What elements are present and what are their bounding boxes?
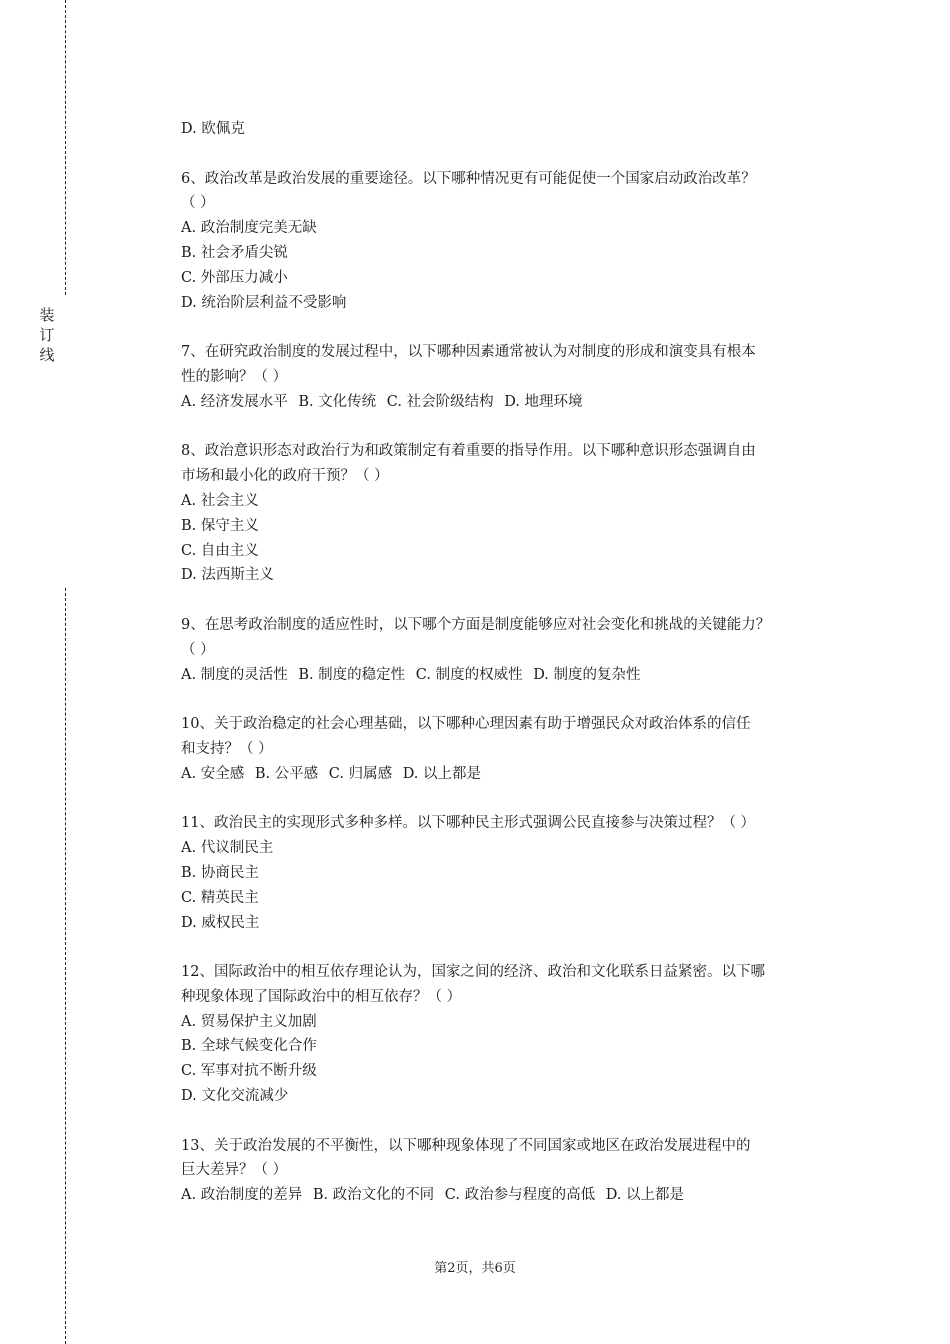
question-text-cont: 市场和最小化的政府干预？（ ） <box>181 468 389 485</box>
question-text: 12、国际政治中的相互依存理论认为，国家之间的经济、政治和文化联系日益紧密。以下哪 <box>181 964 765 981</box>
question-7 <box>181 340 851 414</box>
question-text-cont: 性的影响？（ ） <box>181 368 288 385</box>
question-text-cont: 和支持？（ ） <box>181 740 273 757</box>
exam-content <box>181 117 851 1233</box>
option-d: D. 制度的复杂性 <box>533 666 641 683</box>
option: D. 欧佩克 <box>181 121 245 137</box>
option-a: A. 经济发展水平 <box>181 393 288 410</box>
option-c: C. 归属感 <box>328 765 393 782</box>
question-6 <box>181 167 851 316</box>
question-text: 8、政治意识形态对政治行为和政策制定有着重要的指导作用。以下哪种意识形态强调自由 <box>181 443 756 460</box>
question-13 <box>181 1134 851 1208</box>
option-a: A. 社会主义 <box>181 492 259 509</box>
option-c: C. 精英民主 <box>181 889 259 906</box>
binding-label-char: 订 <box>39 326 55 344</box>
option-a: A. 贸易保护主义加剧 <box>181 1013 317 1030</box>
options-row <box>181 390 851 415</box>
answer-blank: （ ） <box>181 195 215 212</box>
question-text: 11、政治民主的实现形式多种多样。以下哪种民主形式强调公民直接参与决策过程？（ ） <box>181 815 756 832</box>
option-d: D. 以上都是 <box>402 765 482 782</box>
option-a: A. 代议制民主 <box>181 840 274 857</box>
option-a: A. 政治制度的差异 <box>181 1187 303 1204</box>
binding-label-char: 装 <box>39 306 55 324</box>
question-text: 13、关于政治发展的不平衡性，以下哪种现象体现了不同国家或地区在政治发展进程中的 <box>181 1137 751 1154</box>
option-b: B. 社会矛盾尖锐 <box>181 244 288 261</box>
options-row <box>181 1183 851 1208</box>
question-10 <box>181 712 851 786</box>
option-d: D. 威权民主 <box>181 914 260 931</box>
option-d: D. 统治阶层利益不受影响 <box>181 294 347 311</box>
options-row <box>181 762 851 787</box>
option-a: A. 安全感 <box>181 765 245 782</box>
options-row <box>181 663 851 688</box>
binding-dashed-line-top <box>65 0 66 295</box>
option-a: A. 政治制度完美无缺 <box>181 220 317 237</box>
option-b: B. 制度的稳定性 <box>298 666 406 683</box>
option-b: B. 文化传统 <box>298 393 377 410</box>
option-c: C. 军事对抗不断升级 <box>181 1063 317 1080</box>
option-c: C. 政治参与程度的高低 <box>444 1187 596 1204</box>
question-9 <box>181 613 851 687</box>
question-8 <box>181 439 851 588</box>
question-text: 10、关于政治稳定的社会心理基础，以下哪种心理因素有助于增强民众对政治体系的信任 <box>181 716 751 733</box>
binding-dashed-line-bottom <box>65 588 66 1344</box>
page-number-footer: 第2页，共6页 <box>434 1261 516 1276</box>
option-c: C. 制度的权威性 <box>415 666 523 683</box>
option-d: D. 文化交流减少 <box>181 1088 289 1105</box>
binding-label-char: 线 <box>39 346 55 364</box>
option-c: C. 外部压力减小 <box>181 269 288 286</box>
option-c: C. 自由主义 <box>181 542 259 559</box>
option-b: B. 公平感 <box>254 765 319 782</box>
question-text: 7、在研究政治制度的发展过程中，以下哪种因素通常被认为对制度的形成和演变具有根本 <box>181 344 756 361</box>
option-b: B. 全球气候变化合作 <box>181 1038 317 1055</box>
option-c: C. 社会阶级结构 <box>386 393 494 410</box>
option-d: D. 法西斯主义 <box>181 567 274 584</box>
question-text: 9、在思考政治制度的适应性时，以下哪个方面是制度能够应对社会变化和挑战的关键能力？ <box>181 616 771 633</box>
question-text-cont: 巨大差异？（ ） <box>181 1162 288 1179</box>
carryover-options <box>181 117 851 142</box>
question-12 <box>181 960 851 1109</box>
question-text-cont: 种现象体现了国际政治中的相互依存？（ ） <box>181 988 462 1005</box>
option-d: D. 以上都是 <box>605 1187 685 1204</box>
question-text: 6、政治改革是政治发展的重要途径。以下哪种情况更有可能促使一个国家启动政治改革？ <box>181 170 756 187</box>
option-b: B. 协商民主 <box>181 864 259 881</box>
option-d: D. 地理环境 <box>504 393 583 410</box>
answer-blank: （ ） <box>181 641 215 658</box>
question-11 <box>181 811 851 935</box>
option-a: A. 制度的灵活性 <box>181 666 288 683</box>
option-b: B. 政治文化的不同 <box>312 1187 435 1204</box>
binding-line-label <box>37 305 57 365</box>
option-b: B. 保守主义 <box>181 517 259 534</box>
